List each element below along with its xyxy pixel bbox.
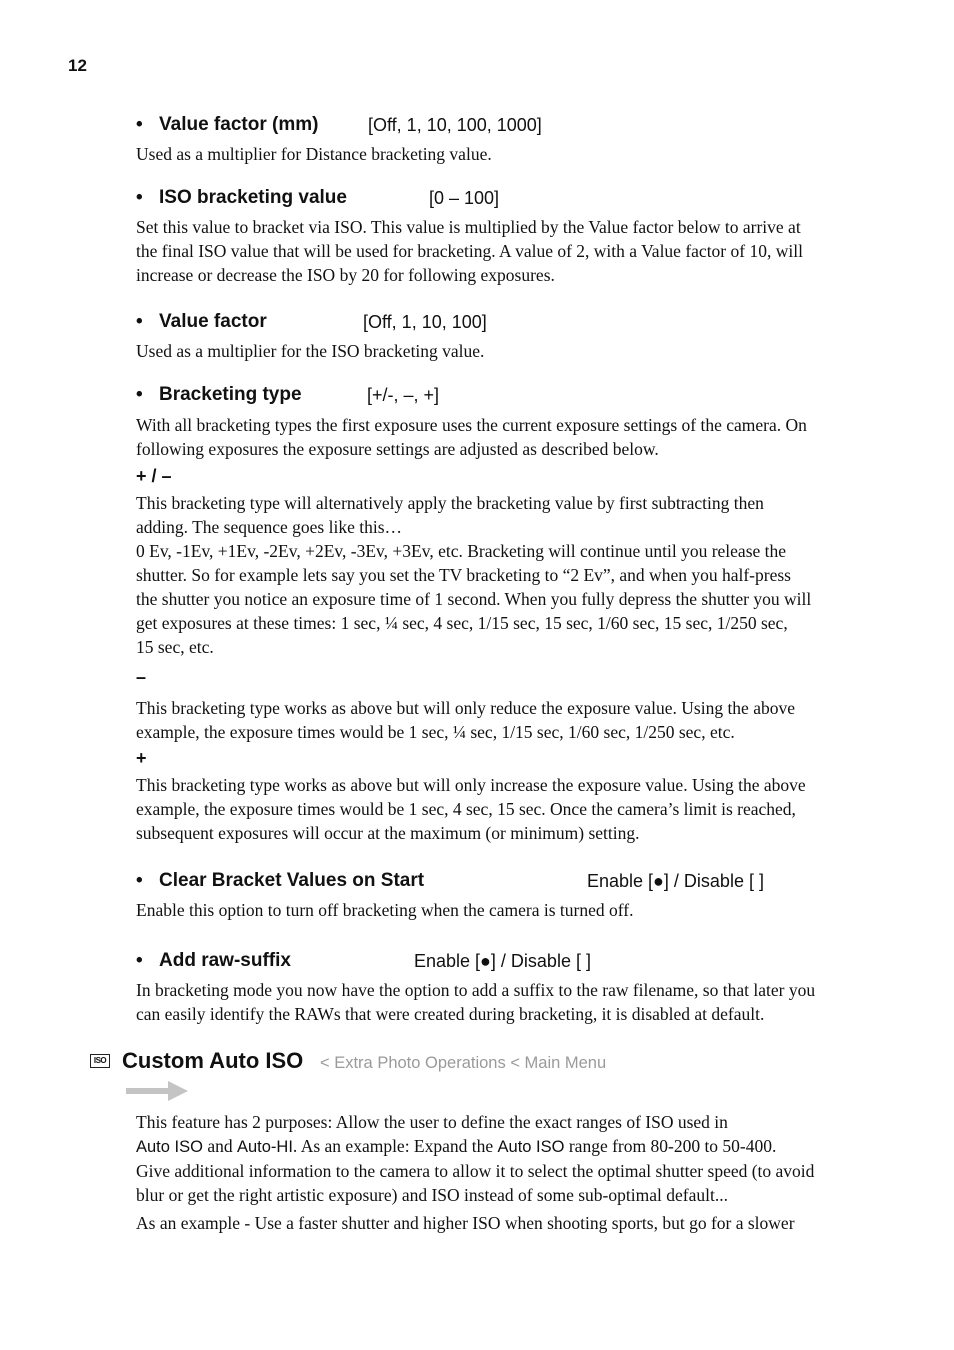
bracket-type-description: This bracketing type works as above but will only reduce the exposure value. Using the above example, the exposure times would be 1 sec, ¼ sec, 1/15 sec, 1/60 sec, 1/250 sec, etc. <box>136 698 795 742</box>
page-number: 12 <box>68 56 87 75</box>
setting-range: Enable [●] / Disable [ ] <box>587 871 764 891</box>
setting-title: Clear Bracket Values on Start <box>159 870 425 891</box>
section-intro: This feature has 2 purposes: Allow the user to define the exact ranges of ISO used in Auto ISO and Auto-HI. As an example: Expand the Auto ISO range from 80-200 to 50-400. Give additional information to the camera to allow it to select the optimal shutter speed (to avoid blur or get the right artistic exposure) and ISO instead of some sub-optimal default... <box>136 1112 815 1205</box>
setting-title: Add raw-suffix <box>159 950 291 971</box>
setting-description: In bracketing mode you now have the option to add a suffix to the raw filename, so that later you can easily identify the RAWs that were created during bracketing, it is disabled at default. <box>136 980 816 1024</box>
auto-hi-term: Auto-HI <box>236 1138 293 1156</box>
arrow-right-icon <box>126 1080 188 1102</box>
setting-description: Set this value to bracket via ISO. This value is multiplied by the Value factor below to arrive at the final ISO value that will be used for bracketing. A value of 2, with a Value factor of 10, will increase or decrease the ISO by 20 for following exposures. <box>136 217 803 285</box>
bracket-type-description: This bracketing type will alternatively apply the bracketing value by first subtracting then adding. The sequence goes like this… 0 Ev, -1Ev, +1Ev, -2Ev, +2Ev, -3Ev, +3Ev, etc. Bracketing will continue until you release the shutter. So for example lets say you set the TV bracketing to “2 Ev”, and when you half-press the shutter you notice an exposure time of 1 second. When you fully depress the shutter you will get exposures at these times: 1 sec, ¼ sec, 4 sec, 1/15 sec, 15 sec, 1/60 sec, 15 sec, 1/250 sec, 15 sec, etc. <box>136 493 812 657</box>
bullet-marker: • <box>136 950 143 971</box>
bullet-marker: • <box>136 384 143 405</box>
setting-description: With all bracketing types the first exposure uses the current exposure settings of the camera. On following exposures the exposure settings are adjusted as described below. <box>136 415 807 459</box>
setting-title: ISO bracketing value <box>159 187 347 208</box>
setting-description: Used as a multiplier for Distance bracketing value. <box>136 144 492 164</box>
setting-title: Bracketing type <box>159 384 302 405</box>
setting-range: [Off, 1, 10, 100, 1000] <box>368 115 542 135</box>
auto-iso-term: Auto ISO <box>497 1138 565 1156</box>
bracket-type-heading: + <box>136 748 147 768</box>
setting-title: Value factor (mm) <box>159 114 319 135</box>
bullet-marker: • <box>136 187 143 208</box>
setting-range: [0 – 100] <box>429 188 500 208</box>
setting-description: Enable this option to turn off bracketing when the camera is turned off. <box>136 900 634 920</box>
setting-description: Used as a multiplier for the ISO bracketing value. <box>136 341 485 361</box>
auto-iso-term: Auto ISO <box>136 1138 203 1156</box>
bullet-marker: • <box>136 114 143 135</box>
section-title: Custom Auto ISO <box>122 1048 304 1073</box>
bullet-marker: • <box>136 870 143 891</box>
iso-icon: ISO <box>90 1054 110 1068</box>
setting-title: Value factor <box>159 311 267 332</box>
bullet-marker: • <box>136 311 143 332</box>
setting-range: [+/-, –, +] <box>367 385 440 405</box>
section-example: As an example - Use a faster shutter and higher ISO when shooting sports, but go for a slower <box>136 1213 795 1233</box>
bracket-type-description: This bracketing type works as above but will only increase the exposure value. Using the above example, the exposure times would be 1 sec, 4 sec, 15 sec. Once the camera’s limit is reached, subsequent exposures will occur at the maximum (or minimum) setting. <box>136 775 806 843</box>
bracket-type-heading: + / – <box>136 466 172 486</box>
breadcrumb: < Extra Photo Operations < Main Menu <box>320 1054 607 1072</box>
bracket-type-heading: – <box>136 667 147 687</box>
setting-range: [Off, 1, 10, 100] <box>363 312 487 332</box>
setting-range: Enable [●] / Disable [ ] <box>414 951 591 971</box>
